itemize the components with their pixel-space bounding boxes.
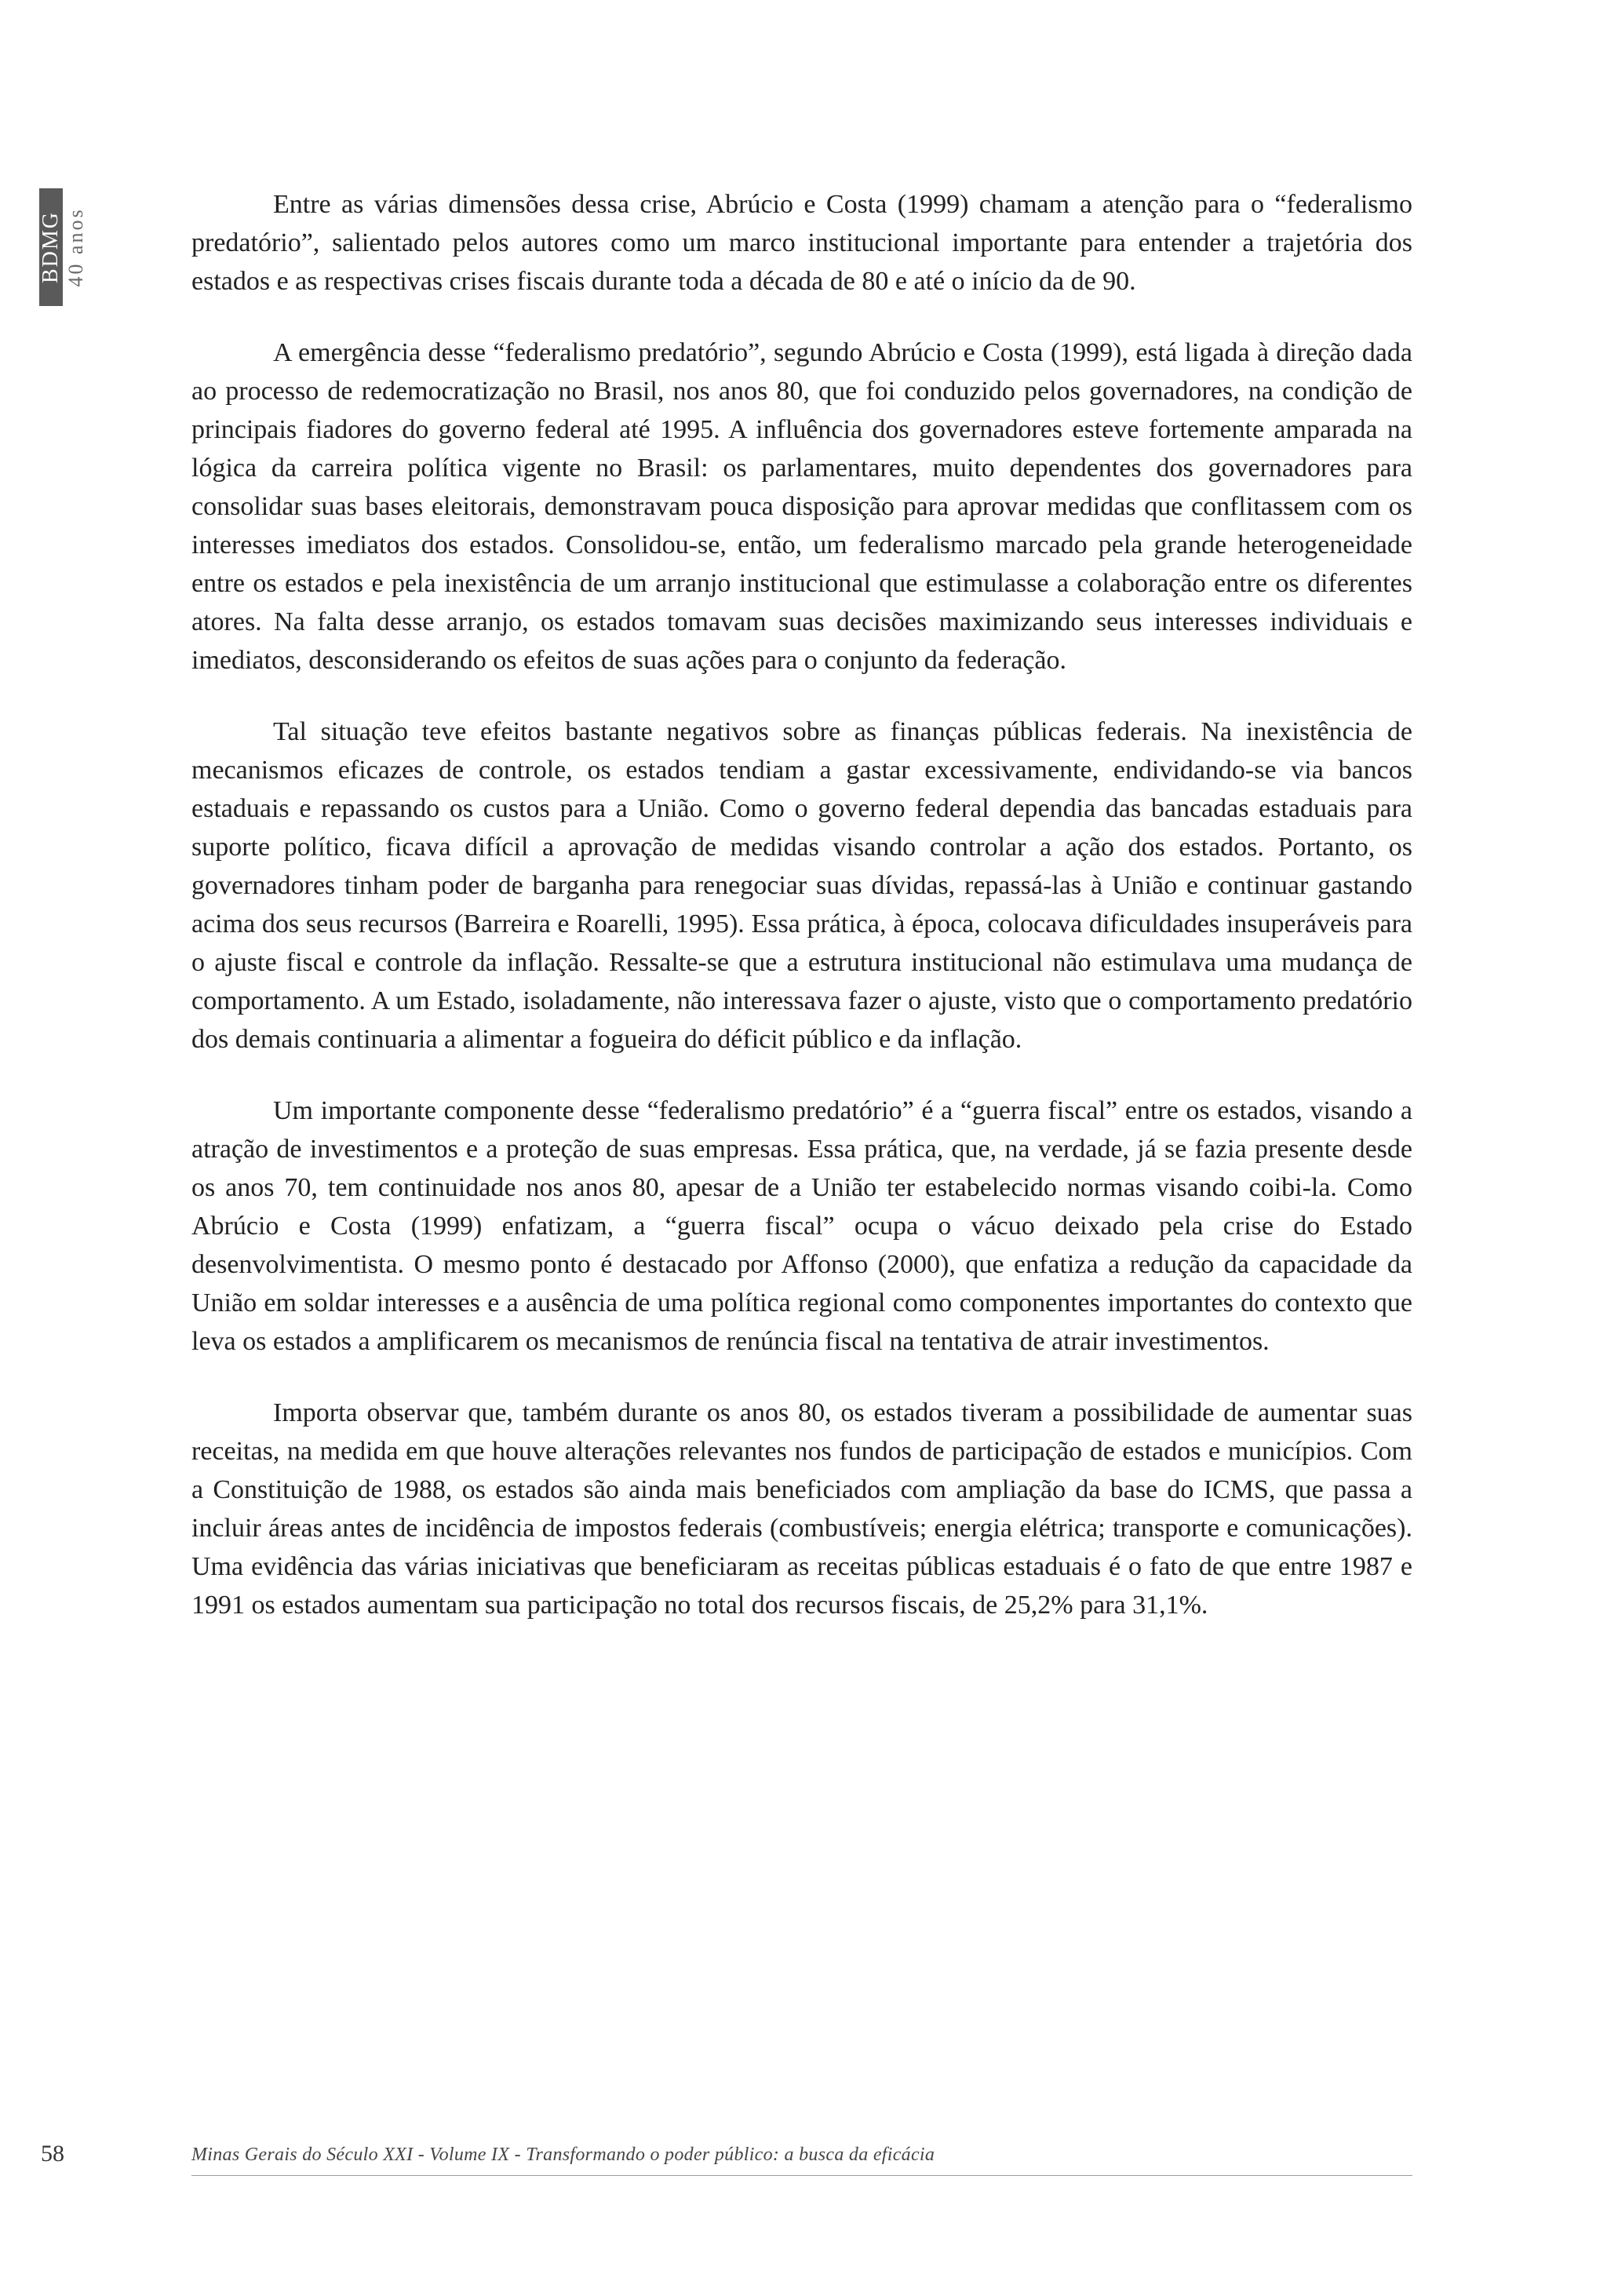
paragraph-2: A emergência desse “federalismo predatório”, segundo Abrúcio e Costa (1999), está ligada à direção dada ao processo de redemocratização no Brasil, nos anos 80, que foi conduzido pelos governadores, na condição de principais fiadores do governo federal até 1995. A influência dos governadores esteve fortemente amparada na lógica da carreira política vigente no Brasil: os parlamentares, muito dependentes dos governadores para consolidar suas bases eleitorais, demonstravam pouca disposição para aprovar medidas que conflitassem com os interesses imediatos dos estados. Consolidou-se, então, um federalismo marcado pela grande heterogeneidade entre os estados e pela inexistência de um arranjo institucional que estimulasse a colaboração entre os diferentes atores. Na falta desse arranjo, os estados tomavam suas decisões maximizando seus interesses individuais e imediatos, desconsiderando os efeitos de suas ações para o conjunto da federação. — [191, 338, 1412, 675]
paragraph-3: Tal situação teve efeitos bastante negativos sobre as finanças públicas federais. Na inexistência de mecanismos eficazes de controle, os estados tendiam a gastar excessivamente, endividando-se via bancos estaduais e repassando os custos para a União. Como o governo federal dependia das bancadas estaduais para suporte político, ficava difícil a aprovação de medidas visando controlar a ação dos estados. Portanto, os governadores tinham poder de barganha para renegociar suas dívidas, repassá-las à União e continuar gastando acima dos seus recursos (Barreira e Roarelli, 1995). Essa prática, à época, colocava dificuldades insuperáveis para o ajuste fiscal e controle da inflação. Ressalte-se que a estrutura institucional não estimulava uma mudança de comportamento. A um Estado, isoladamente, não interessava fazer o ajuste, visto que o comportamento predatório dos demais continuaria a alimentar a fogueira do déficit público e da inflação. — [191, 717, 1412, 1054]
body-text — [191, 185, 1412, 1657]
footer-divider — [191, 2175, 1412, 2176]
paragraph-4: Um importante componente desse “federalismo predatório” é a “guerra fiscal” entre os estados, visando a atração de investimentos e a proteção de suas empresas. Essa prática, que, na verdade, já se fazia presente desde os anos 70, tem continuidade nos anos 80, apesar de a União ter estabelecido normas visando coibi-la. Como Abrúcio e Costa (1999) enfatizam, a “guerra fiscal” ocupa o vácuo deixado pela crise do Estado desenvolvimentista. O mesmo ponto é destacado por Affonso (2000), que enfatiza a redução da capacidade da União em soldar interesses e a ausência de uma política regional como componentes importantes do contexto que leva os estados a amplificarem os mecanismos de renúncia fiscal na tentativa de atrair investimentos. — [191, 1096, 1412, 1356]
bdmg-logo-block — [39, 188, 63, 306]
bdmg-side-tab — [39, 188, 63, 306]
paragraph-1: Entre as várias dimensões dessa crise, Abrúcio e Costa (1999) chamam a atenção para o “federalismo predatório”, salientado pelos autores como um marco institucional importante para entender a trajetória dos estados e as respectivas crises fiscais durante toda a década de 80 e até o início da de 90. — [191, 190, 1412, 296]
paragraph-5: Importa observar que, também durante os anos 80, os estados tiveram a possibilidade de aumentar suas receitas, na medida em que houve alterações relevantes nos fundos de participação de estados e municípios. Com a Constituição de 1988, os estados são ainda mais beneficiados com ampliação da base do ICMS, que passa a incluir áreas antes de incidência de impostos federais (combustíveis; energia elétrica; transporte e comunicações). Uma evidência das várias iniciativas que beneficiaram as receitas públicas estaduais é o fato de que entre 1987 e 1991 os estados aumentam sua participação no total dos recursos fiscais, de 25,2% para 31,1%. — [191, 1398, 1412, 1620]
anniversary-tab — [64, 188, 88, 306]
running-title: Minas Gerais do Século XXI - Volume IX - Transformando o poder público: a busca da eficácia — [191, 2145, 935, 2165]
page-number: 58 — [41, 2141, 64, 2167]
bdmg-brand-label: BDMG — [38, 210, 63, 284]
anniversary-label: 40 anos — [64, 207, 87, 287]
